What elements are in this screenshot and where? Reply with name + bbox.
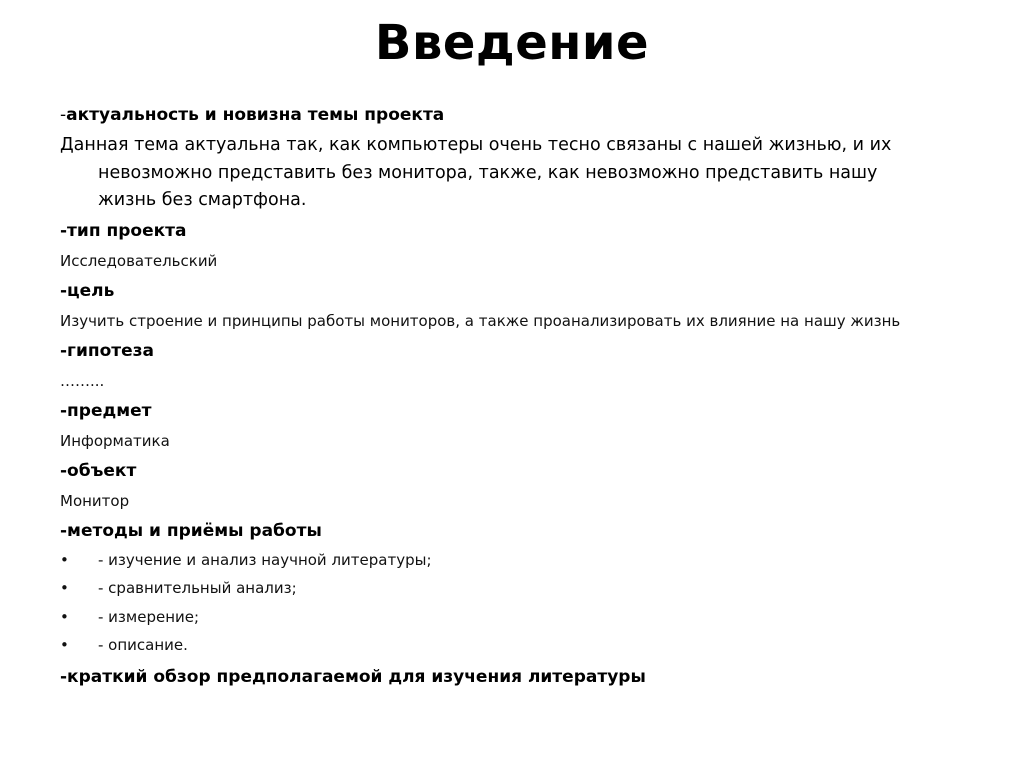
section-heading-object: -объект — [60, 460, 137, 481]
section-heading-goal: -цель — [60, 280, 115, 301]
relevance-line-3: жизнь без смартфона. — [98, 190, 307, 210]
list-item-text: - описание. — [98, 636, 188, 654]
heading-text: актуальность и новизна темы проекта — [66, 105, 445, 125]
list-item-text: - измерение; — [98, 607, 200, 626]
section-heading-relevance — [60, 101, 980, 130]
slide-title: Введение — [374, 15, 650, 71]
list-item — [60, 574, 980, 603]
bullet-icon: • — [60, 579, 69, 597]
list-item-text: - сравнительный анализ; — [98, 579, 297, 597]
section-heading-hypothesis: -гипотеза — [60, 340, 155, 361]
list-item-text: - изучение и анализ научной литературы; — [98, 550, 432, 569]
bullet-icon: • — [60, 550, 69, 569]
section-heading-methods: -методы и приёмы работы — [60, 520, 322, 541]
list-item — [60, 631, 980, 660]
hypothesis-value: ……... — [60, 371, 105, 390]
subject-value: Информатика — [60, 431, 170, 450]
bullet-icon: • — [60, 607, 69, 626]
relevance-line-1: Данная тема актуальна так, как компьютеры очень тесно связаны с нашей жизнью, и их — [60, 135, 892, 155]
relevance-line-2: невозможно представить без монитора, также, как невозможно представить нашу — [98, 162, 878, 183]
slide-content — [60, 101, 980, 692]
heading-dash: - — [60, 105, 67, 125]
section-heading-type: -тип проекта — [60, 220, 187, 241]
bullet-icon: • — [60, 636, 69, 654]
section-heading-review: -краткий обзор предполагаемой для изучения литературы — [60, 666, 646, 687]
goal-value: Изучить строение и принципы работы мониторов, а также проанализировать их влияние на нашу жизнь — [60, 311, 901, 330]
list-item — [60, 603, 980, 632]
section-heading-subject: -предмет — [60, 400, 152, 421]
list-item — [60, 546, 980, 575]
object-value: Монитор — [60, 491, 130, 510]
type-value: Исследовательский — [60, 251, 218, 270]
